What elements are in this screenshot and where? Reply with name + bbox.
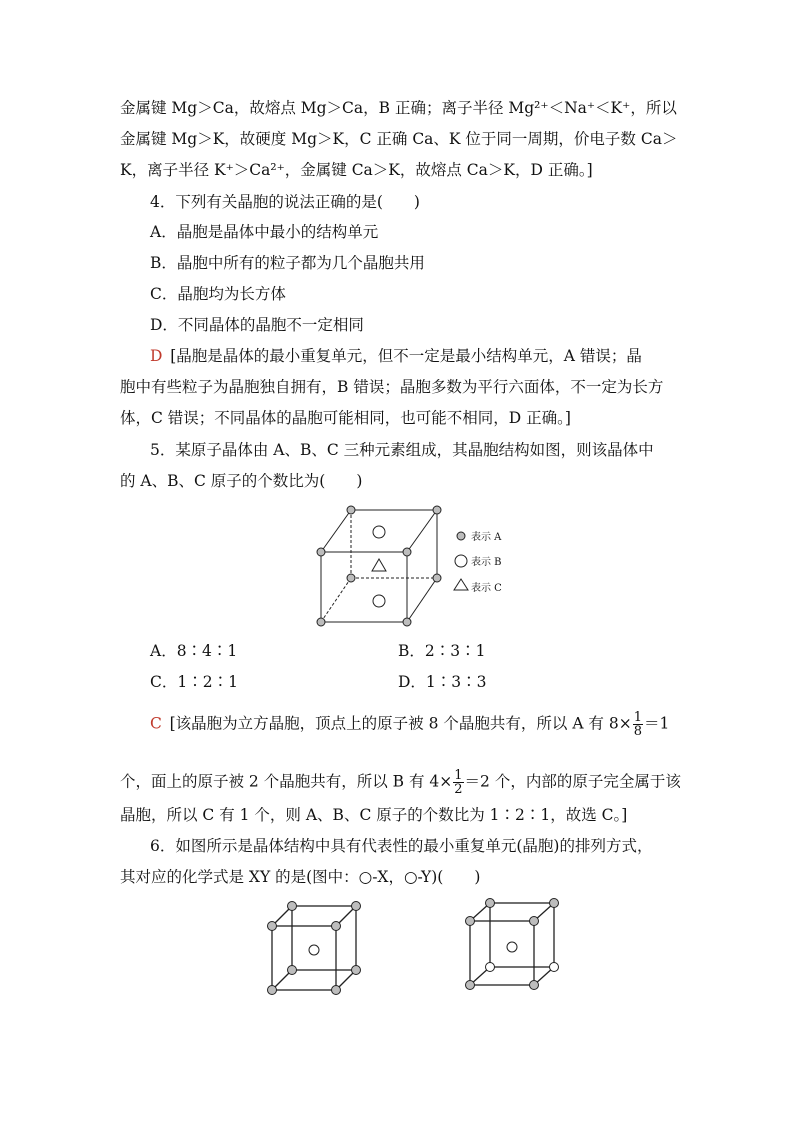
fraction-numerator: 1: [454, 768, 463, 783]
atom-b: [373, 595, 385, 607]
legend-a-label: 表示 A: [471, 532, 502, 543]
q5-option-d: D．1∶3∶3: [398, 673, 487, 691]
q5-explain-text-1b: ＝1: [644, 714, 670, 733]
q6-stem-2: 其对应的化学式是 XY 的是(图中：○-X，○-Y)( ): [120, 868, 481, 886]
q5-answer: C: [150, 714, 162, 733]
atom-c: [372, 559, 386, 571]
q4-stem: 4．下列有关晶胞的说法正确的是( ): [150, 193, 420, 211]
q5-stem-2: 的 A、B、C 原子的个数比为( ): [120, 472, 363, 490]
fraction-one-eighth: [633, 711, 643, 738]
atom-a: [433, 506, 441, 514]
q6-crystal-figure-2: [462, 893, 562, 1003]
q5-explain-text-1a: [该晶胞为立方晶胞，顶点上的原子被 8 个晶胞共有，所以 A 有 8×: [169, 714, 632, 733]
q5-crystal-figure: [315, 498, 515, 638]
fraction-one-half: [453, 769, 463, 796]
q6-crystal-figure-1: [264, 898, 364, 1008]
atom-a: [317, 548, 325, 556]
line-top-1: 金属键 Mg＞Ca，故熔点 Mg＞Ca，B 正确；离子半径 Mg²⁺＜Na⁺＜K⁺，所以: [120, 99, 677, 117]
q4-explain-3: 体，C 错误；不同晶体的晶胞可能相同，也可能不相同，D 正确。]: [120, 409, 571, 427]
legend-a-icon: [457, 532, 465, 540]
q5-option-c: C．1∶2∶1: [150, 673, 238, 691]
q4-option-d: D．不同晶体的晶胞不一定相同: [150, 316, 364, 334]
fraction-denominator: 8: [633, 724, 642, 739]
atom-a: [347, 506, 355, 514]
q5-option-a: A．8∶4∶1: [150, 642, 238, 660]
atom-a: [317, 618, 325, 626]
legend-c-icon: [454, 579, 468, 590]
atom-a: [403, 618, 411, 626]
fraction-numerator: 1: [633, 710, 642, 725]
q5-explain-text-2b: ＝2 个，内部的原子完全属于该: [464, 772, 681, 791]
q4-explain-1: [150, 346, 642, 366]
q5-stem-1: 5．某原子晶体由 A、B、C 三种元素组成，其晶胞结构如图，则该晶体中: [150, 441, 654, 459]
q5-explain-3: 晶胞，所以 C 有 1 个，则 A、B、C 原子的个数比为 1∶2∶1，故选 C。]: [120, 806, 628, 824]
q5-explain-2: [120, 769, 681, 796]
line-top-2: 金属键 Mg＞K，故硬度 Mg＞K，C 正确 Ca、K 位于同一周期，价电子数 Ca＞: [120, 130, 678, 148]
atom-a: [433, 574, 441, 582]
q4-answer: D: [150, 347, 163, 365]
atom-a: [403, 548, 411, 556]
q4-option-b: B．晶胞中所有的粒子都为几个晶胞共用: [150, 254, 425, 272]
legend-c-label: 表示 C: [471, 583, 502, 594]
atom-b: [373, 526, 385, 538]
fraction-denominator: 2: [454, 782, 463, 797]
q4-option-c: C．晶胞均为长方体: [150, 285, 286, 303]
line-top-3: K，离子半径 K⁺＞Ca²⁺，金属键 Ca＞K，故熔点 Ca＞K，D 正确。]: [120, 161, 593, 179]
q4-explain-text-1: [晶胞是晶体的最小重复单元，但不一定是最小结构单元，A 错误；晶: [170, 347, 642, 365]
atom-a: [347, 574, 355, 582]
q4-option-a: A．晶胞是晶体中最小的结构单元: [150, 223, 379, 241]
legend-b-icon: [455, 555, 467, 567]
legend-b-label: 表示 B: [471, 557, 502, 568]
q6-stem-1: 6．如图所示是晶体结构中具有代表性的最小重复单元(晶胞)的排列方式，: [150, 837, 653, 855]
q5-explain-1: [150, 711, 669, 738]
q5-explain-text-2a: 个，面上的原子被 2 个晶胞共有，所以 B 有 4×: [120, 772, 453, 791]
q5-option-b: B．2∶3∶1: [398, 642, 486, 660]
q4-explain-2: 胞中有些粒子为晶胞独自拥有，B 错误；晶胞多数为平行六面体，不一定为长方: [120, 378, 664, 396]
